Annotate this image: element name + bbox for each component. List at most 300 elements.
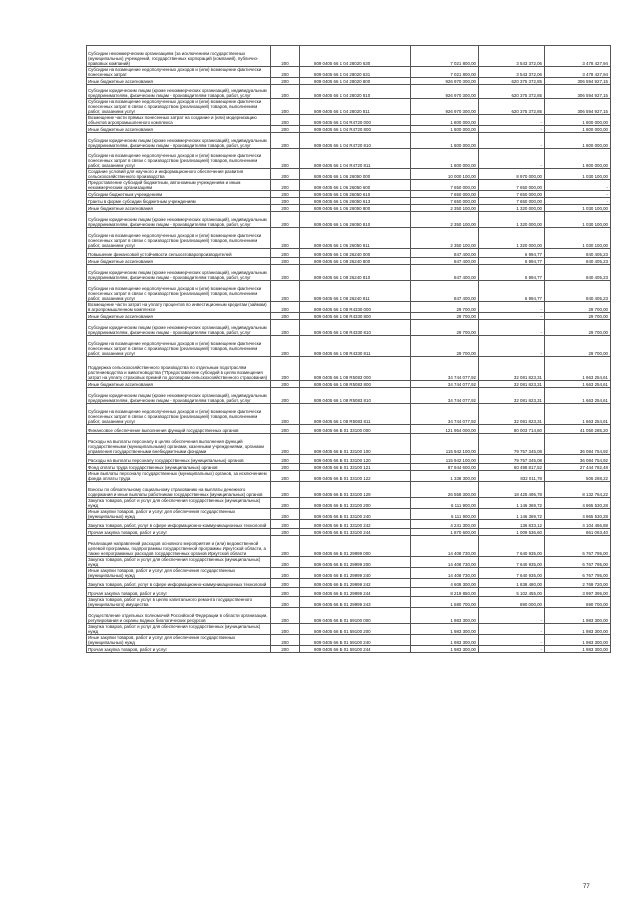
cell-name: Расходы на выплаты персоналу в целях обеспечения выполнения функций государственными (муниципальными) органами, казенными учреждениями, органами управления государственными внебюджетными фондами [87, 434, 271, 455]
cell-code: 200 [271, 198, 300, 205]
cell-kbk: 809 0405 66 Б 01 33100 122 [300, 471, 411, 482]
cell-v2: 6 994,77 [479, 265, 545, 281]
cell-kbk: 809 0405 66 Б 01 29999 243 [300, 597, 411, 608]
cell-v1: 847 400,00 [411, 249, 479, 258]
cell-code: 200 [271, 320, 300, 336]
cell-v1: 926 970 300,00 [411, 85, 479, 99]
cell-v1: 6 111 900,00 [411, 509, 479, 520]
cell-code: 200 [271, 434, 300, 455]
cell-code: 200 [271, 180, 300, 191]
cell-name: Субсидии бюджетным учреждениям [87, 191, 271, 198]
cell-kbk: 809 0405 66 1 04 28020 631 [300, 67, 411, 78]
cell-code: 200 [271, 258, 300, 265]
cell-v1: 1 983 300,00 [411, 624, 479, 635]
cell-name: Субсидии на возмещение недополученных доходов и (или) возмещение фактически понесенных затрат в связи с производством (реализацией) товаров, выполнением работ, оказанием услуг [87, 281, 271, 302]
cell-kbk: 809 0405 66 1 04 28020 800 [300, 78, 411, 85]
cell-code: 200 [271, 265, 300, 281]
table-row [87, 597, 611, 608]
cell-code: 200 [271, 624, 300, 635]
cell-name: Иные бюджетные ассигнования [87, 313, 271, 320]
cell-kbk: 809 0405 66 1 04 R4720 810 [300, 133, 411, 149]
cell-code: 200 [271, 205, 300, 212]
cell-name: Иные бюджетные ассигнования [87, 381, 271, 388]
cell-name: Закупка товаров, работ и услуг для обеспечения государственных (муниципальных) нужд [87, 557, 271, 568]
cell-v2: 6 994,77 [479, 281, 545, 302]
cell-code: 200 [271, 99, 300, 115]
cell-name: Субсидии юридическим лицам (кроме некоммерческих организаций), индивидуальным предпринимателям, физическим лицам - производителям товаров, работ, услуг [87, 85, 271, 99]
cell-name: Повышение финансовой устойчивости сельхозтоваропроизводителей [87, 249, 271, 258]
cell-v3: 29 700,00 [545, 320, 611, 336]
cell-v3: 1 663 254,61 [545, 357, 611, 381]
cell-v1: 2 350 100,00 [411, 212, 479, 228]
cell-v1: 1 983 300,00 [411, 608, 479, 624]
cell-v3: 2 769 720,00 [545, 579, 611, 588]
cell-code: 200 [271, 46, 300, 67]
cell-v3: 3 478 427,94 [545, 67, 611, 78]
cell-v3: 306 594 927,15 [545, 99, 611, 115]
table-row [87, 115, 611, 126]
cell-name: Возмещение части прямых понесенных затрат на создание и (или) модернизацию объектов агропромышленного комплекса [87, 115, 271, 126]
cell-v1: 26 558 300,00 [411, 482, 479, 498]
cell-code: 200 [271, 249, 300, 258]
cell-kbk: 809 0405 66 Б 01 33100 240 [300, 509, 411, 520]
cell-name: Субсидии на возмещение недополученных доходов и (или) возмещение фактически понесенных затрат в связи с производством (реализацией) товаров, выполнением работ, оказанием услуг [87, 228, 271, 249]
cell-name: Создание условий для научного и информационного обеспечения развития сельскохозяйственного производства [87, 169, 271, 180]
cell-name: Субсидии на возмещение недополученных доходов и (или) возмещение фактически понесенных затрат в связи с производством (реализацией) товаров, выполнением работ, оказанием услуг [87, 149, 271, 169]
table-row [87, 357, 611, 381]
cell-code: 200 [271, 608, 300, 624]
table-row [87, 434, 611, 455]
table-row [87, 520, 611, 529]
cell-v2: 7 650 000,00 [479, 191, 545, 198]
cell-v1: 87 944 600,00 [411, 464, 479, 471]
cell-v3: 690 700,00 [545, 597, 611, 608]
cell-kbk: 809 0405 66 1 04 28020 810 [300, 85, 411, 99]
cell-v1: 7 021 800,00 [411, 67, 479, 78]
cell-v1: 1 983 300,00 [411, 646, 479, 653]
cell-code: 200 [271, 635, 300, 646]
cell-v2: 620 375 372,85 [479, 85, 545, 99]
cell-code: 200 [271, 520, 300, 529]
cell-v1: 34 744 077,92 [411, 404, 479, 425]
cell-name: Иные закупки товаров, работ и услуг для обеспечения государственных (муниципальных) нужд [87, 568, 271, 579]
cell-v1: 10 000 100,00 [411, 169, 479, 180]
cell-code: 200 [271, 336, 300, 357]
table-row [87, 336, 611, 357]
cell-kbk: 809 0405 66 Б 01 33100 244 [300, 529, 411, 536]
cell-v3: 1 030 100,00 [545, 228, 611, 249]
cell-kbk: 809 0405 66 1 08 R5083 800 [300, 381, 411, 388]
cell-v2: - [479, 320, 545, 336]
cell-v3: 36 084 754,92 [545, 434, 611, 455]
cell-kbk: 809 0405 66 1 08 R4330 811 [300, 336, 411, 357]
cell-v2: 32 081 823,31 [479, 404, 545, 425]
table-row [87, 464, 611, 471]
cell-v2: 6 994,77 [479, 249, 545, 258]
table-row [87, 471, 611, 482]
cell-v3: 1 800 000,00 [545, 126, 611, 133]
cell-name: Субсидии юридическим лицам (кроме некоммерческих организаций), индивидуальным предпринимателям, физическим лицам - производителям товаров, работ, услуг [87, 320, 271, 336]
cell-v1: 14 408 730,00 [411, 536, 479, 557]
table-row [87, 381, 611, 388]
cell-name: Прочая закупка товаров, работ и услуг [87, 529, 271, 536]
cell-kbk: 809 0405 66 1 04 R4720 000 [300, 115, 411, 126]
cell-v1: 7 650 000,00 [411, 198, 479, 205]
cell-v3: 1 030 100,00 [545, 212, 611, 228]
cell-name: Иные выплаты персоналу государственных (муниципальных) органов, за исключением фонда оплаты труда [87, 471, 271, 482]
cell-kbk: 809 0405 66 Б 01 33100 120 [300, 455, 411, 464]
cell-kbk: 809 0405 66 1 08 26240 811 [300, 281, 411, 302]
cell-v1: 14 408 730,00 [411, 568, 479, 579]
page-number: 77 [583, 884, 590, 890]
cell-name: Фонд оплаты труда государственных (муниципальных) органов [87, 464, 271, 471]
cell-v1: 4 608 300,00 [411, 579, 479, 588]
table-row [87, 249, 611, 258]
cell-v1: 29 700,00 [411, 336, 479, 357]
cell-v1: 7 650 000,00 [411, 191, 479, 198]
cell-v1: 115 942 100,00 [411, 434, 479, 455]
cell-v2: 3 543 372,06 [479, 46, 545, 67]
cell-v2: 1 146 369,72 [479, 509, 545, 520]
cell-v3: 306 594 927,15 [545, 78, 611, 85]
cell-name: Возмещение части затрат на уплату процентов по инвестиционным кредитам (займам) в агропромышленном комплексе [87, 302, 271, 313]
cell-v1: 34 744 077,92 [411, 381, 479, 388]
cell-v1: 847 400,00 [411, 281, 479, 302]
cell-code: 200 [271, 404, 300, 425]
table-row [87, 180, 611, 191]
cell-v1: 29 700,00 [411, 320, 479, 336]
cell-code: 200 [271, 149, 300, 169]
cell-kbk: 809 0405 66 1 08 26240 800 [300, 258, 411, 265]
cell-name: Субсидии на возмещение недополученных доходов и (или) возмещение фактически понесенных затрат в связи с производством (реализацией) товаров, выполнением работ, оказанием услуг [87, 336, 271, 357]
cell-name: Прочая закупка товаров, работ и услуг [87, 646, 271, 653]
cell-v2: - [479, 635, 545, 646]
cell-v3: 1 663 254,61 [545, 388, 611, 404]
table-row [87, 205, 611, 212]
cell-code: 200 [271, 78, 300, 85]
cell-name: Иные закупки товаров, работ и услуг для обеспечения государственных (муниципальных) нужд [87, 509, 271, 520]
cell-v2: 832 011,78 [479, 471, 545, 482]
cell-v3: 306 594 927,15 [545, 85, 611, 99]
cell-code: 200 [271, 588, 300, 597]
cell-v2: 79 757 345,08 [479, 434, 545, 455]
cell-kbk: 809 0405 66 Б 01 29999 000 [300, 536, 411, 557]
cell-v3: 27 444 782,48 [545, 464, 611, 471]
cell-v2: 7 640 935,00 [479, 557, 545, 568]
cell-name: Финансовое обеспечение выполнения функций государственных органов [87, 425, 271, 434]
cell-v3: 4 965 530,28 [545, 498, 611, 509]
table-row [87, 608, 611, 624]
cell-kbk: 809 0405 66 Б 01 33100 100 [300, 434, 411, 455]
cell-code: 200 [271, 579, 300, 588]
cell-kbk: 809 0405 66 1 06 26050 811 [300, 228, 411, 249]
cell-v3: 29 700,00 [545, 313, 611, 320]
cell-name: Иные закупки товаров, работ и услуг для обеспечения государственных (муниципальных) нужд [87, 635, 271, 646]
budget-table [86, 45, 611, 653]
cell-code: 200 [271, 388, 300, 404]
cell-v1: 1 800 000,00 [411, 126, 479, 133]
table-row [87, 579, 611, 588]
table-row [87, 646, 611, 653]
cell-v1: 1 870 600,00 [411, 529, 479, 536]
table-row [87, 169, 611, 180]
cell-code: 200 [271, 228, 300, 249]
cell-code: 200 [271, 509, 300, 520]
cell-v3: - [545, 198, 611, 205]
table-row [87, 133, 611, 149]
table-row [87, 635, 611, 646]
cell-code: 200 [271, 597, 300, 608]
cell-v2: 7 650 000,00 [479, 198, 545, 205]
cell-kbk: 809 0405 66 1 06 26050 810 [300, 212, 411, 228]
cell-v1: 29 700,00 [411, 302, 479, 313]
cell-kbk: 809 0405 66 1 06 26050 610 [300, 191, 411, 198]
cell-kbk: 809 0405 66 Б 01 59100 200 [300, 624, 411, 635]
table-row [87, 568, 611, 579]
cell-v2: - [479, 302, 545, 313]
cell-v1: 926 970 300,00 [411, 99, 479, 115]
cell-v1: 1 800 000,00 [411, 115, 479, 126]
cell-code: 200 [271, 568, 300, 579]
cell-v2: 32 081 823,31 [479, 381, 545, 388]
cell-name: Взносы по обязательному социальному страхованию на выплаты денежного содержания и иные выплаты работникам государственных (муниципальных) органов [87, 482, 271, 498]
cell-v1: 34 744 077,92 [411, 357, 479, 381]
table-row [87, 320, 611, 336]
cell-name: Субсидии некоммерческим организациям (за исключением государственных (муниципальных) учреждений, государственных корпораций (компаний), публично-правовых компаний) [87, 46, 271, 67]
cell-v2: - [479, 149, 545, 169]
cell-v1: 2 350 100,00 [411, 205, 479, 212]
cell-v2: 890 000,00 [479, 597, 545, 608]
cell-kbk: 809 0405 66 Б 01 33100 200 [300, 498, 411, 509]
cell-v1: 14 408 730,00 [411, 557, 479, 568]
cell-kbk: 809 0405 66 Б 01 29999 242 [300, 579, 411, 588]
cell-v2: 620 375 372,85 [479, 99, 545, 115]
cell-v3: 6 767 795,00 [545, 568, 611, 579]
cell-code: 200 [271, 302, 300, 313]
cell-code: 200 [271, 169, 300, 180]
cell-code: 200 [271, 126, 300, 133]
cell-v3: 6 767 795,00 [545, 536, 611, 557]
table-row [87, 624, 611, 635]
cell-code: 200 [271, 529, 300, 536]
cell-v2: - [479, 608, 545, 624]
cell-name: Иные бюджетные ассигнования [87, 126, 271, 133]
cell-kbk: 809 0405 66 1 08 R5083 810 [300, 388, 411, 404]
cell-v2: 18 425 495,78 [479, 482, 545, 498]
cell-v1: 1 338 300,00 [411, 471, 479, 482]
cell-kbk: 809 0405 66 1 08 R5083 000 [300, 357, 411, 381]
cell-v3: 3 478 427,94 [545, 46, 611, 67]
table-row [87, 302, 611, 313]
cell-v2: - [479, 115, 545, 126]
cell-code: 200 [271, 191, 300, 198]
cell-v3: 29 700,00 [545, 336, 611, 357]
table-row [87, 529, 611, 536]
cell-kbk: 809 0405 66 1 06 26050 800 [300, 205, 411, 212]
cell-v1: 6 111 900,00 [411, 498, 479, 509]
table-row [87, 388, 611, 404]
cell-v2: - [479, 646, 545, 653]
cell-v2: 79 757 345,08 [479, 455, 545, 464]
cell-name: Предоставление субсидий бюджетным, автономным учреждениям и иным некоммерческим организациям [87, 180, 271, 191]
cell-code: 200 [271, 425, 300, 434]
table-row [87, 228, 611, 249]
cell-code: 200 [271, 381, 300, 388]
cell-code: 200 [271, 212, 300, 228]
cell-name: Закупка товаров, работ, услуг в сфере информационно-коммуникационных технологий [87, 579, 271, 588]
cell-name: Закупка товаров, работ и услуг для обеспечения государственных (муниципальных) нужд [87, 498, 271, 509]
table-row [87, 313, 611, 320]
cell-kbk: 809 0405 66 Б 01 33100 129 [300, 482, 411, 498]
cell-v1: 847 400,00 [411, 265, 479, 281]
cell-v3: 1 983 300,00 [545, 608, 611, 624]
cell-v3: - [545, 180, 611, 191]
cell-v2: 8 970 000,00 [479, 169, 545, 180]
cell-v2: 620 375 372,85 [479, 78, 545, 85]
table-row [87, 557, 611, 568]
cell-v3: - [545, 191, 611, 198]
cell-v1: 1 800 000,00 [411, 133, 479, 149]
cell-v2: 80 003 714,60 [479, 425, 545, 434]
table-row [87, 149, 611, 169]
cell-v2: - [479, 133, 545, 149]
cell-v3: 840 405,23 [545, 265, 611, 281]
cell-v3: 840 405,23 [545, 281, 611, 302]
cell-code: 200 [271, 133, 300, 149]
cell-v2: - [479, 624, 545, 635]
cell-v3: 4 965 530,28 [545, 509, 611, 520]
cell-name: Закупка товаров, работ и услуг в целях капитального ремонта государственного (муниципального) имущества [87, 597, 271, 608]
cell-v1: 1 800 000,00 [411, 149, 479, 169]
cell-v3: 8 132 764,22 [545, 482, 611, 498]
cell-code: 200 [271, 281, 300, 302]
cell-v3: 1 663 254,61 [545, 381, 611, 388]
cell-name: Иные бюджетные ассигнования [87, 205, 271, 212]
cell-v1: 29 700,00 [411, 313, 479, 320]
cell-v2: 7 640 935,00 [479, 536, 545, 557]
cell-v3: 1 800 000,00 [545, 149, 611, 169]
cell-v1: 7 650 000,00 [411, 180, 479, 191]
table-row [87, 536, 611, 557]
table-row [87, 198, 611, 205]
cell-code: 200 [271, 67, 300, 78]
cell-v3: 506 288,22 [545, 471, 611, 482]
cell-v1: 7 021 800,00 [411, 46, 479, 67]
cell-v2: 1 320 000,00 [479, 212, 545, 228]
cell-code: 200 [271, 646, 300, 653]
cell-v3: 1 030 100,00 [545, 205, 611, 212]
cell-kbk: 809 0405 66 1 04 28020 630 [300, 46, 411, 67]
cell-code: 200 [271, 455, 300, 464]
cell-v2: 1 146 369,72 [479, 498, 545, 509]
cell-v1: 115 942 100,00 [411, 455, 479, 464]
cell-name: Субсидии юридическим лицам (кроме некоммерческих организаций), индивидуальным предпринимателям, физическим лицам - производителям товаров, работ, услуг [87, 212, 271, 228]
cell-v2: 3 543 372,06 [479, 67, 545, 78]
cell-v3: 1 800 000,00 [545, 133, 611, 149]
table-row [87, 258, 611, 265]
table-row [87, 498, 611, 509]
cell-v1: 926 970 300,00 [411, 78, 479, 85]
table-row [87, 265, 611, 281]
cell-v3: 1 983 300,00 [545, 624, 611, 635]
cell-name: Субсидии на возмещение недополученных доходов и (или) возмещение фактически понесенных затрат [87, 67, 271, 78]
cell-name: Поддержка сельскохозяйственного производства по отдельным подотраслям растениеводства и животноводства ("Предоставление субсидий в целях возмещения затрат на уплату страховых премий по договорам сельскохозяйственного страхования) [87, 357, 271, 381]
table-row [87, 404, 611, 425]
cell-v3: 6 767 795,00 [545, 557, 611, 568]
cell-code: 200 [271, 536, 300, 557]
cell-name: Прочая закупка товаров, работ и услуг [87, 588, 271, 597]
cell-v2: 1 320 000,00 [479, 205, 545, 212]
cell-kbk: 809 0405 66 Б 01 29999 240 [300, 568, 411, 579]
cell-name: Закупка товаров, работ, услуг в сфере информационно-коммуникационных технологий [87, 520, 271, 529]
cell-v2: 136 833,12 [479, 520, 545, 529]
cell-v2: 1 009 536,60 [479, 529, 545, 536]
cell-kbk: 809 0405 66 Б 01 59100 000 [300, 608, 411, 624]
cell-code: 200 [271, 357, 300, 381]
cell-v2: - [479, 126, 545, 133]
cell-v3: 840 405,23 [545, 249, 611, 258]
cell-v3: 1 983 300,00 [545, 646, 611, 653]
cell-v1: 34 744 077,92 [411, 388, 479, 404]
table-row [87, 67, 611, 78]
cell-name: Субсидии на возмещение недополученных доходов и (или) возмещение фактически понесенных затрат в связи с производством (реализацией) товаров, выполнением работ, оказанием услуг [87, 404, 271, 425]
table-row [87, 425, 611, 434]
table-row [87, 588, 611, 597]
table-row [87, 455, 611, 464]
cell-name: Расходы на выплаты персоналу государственных (муниципальных) органов [87, 455, 271, 464]
cell-kbk: 809 0405 66 Б 01 33100 242 [300, 520, 411, 529]
cell-v2: 32 081 823,31 [479, 388, 545, 404]
table-row [87, 509, 611, 520]
table-row [87, 212, 611, 228]
cell-v2: 1 838 480,00 [479, 579, 545, 588]
cell-v2: 6 994,77 [479, 258, 545, 265]
cell-code: 200 [271, 464, 300, 471]
cell-kbk: 809 0405 66 Б 01 29999 200 [300, 557, 411, 568]
cell-kbk: 809 0405 66 1 08 R5083 811 [300, 404, 411, 425]
cell-v3: 3 997 395,00 [545, 588, 611, 597]
cell-v3: 4 104 466,88 [545, 520, 611, 529]
table-row [87, 281, 611, 302]
table-body [87, 46, 611, 653]
cell-code: 200 [271, 557, 300, 568]
cell-kbk: 809 0405 66 Б 01 59100 240 [300, 635, 411, 646]
cell-kbk: 809 0405 66 Б 01 59100 244 [300, 646, 411, 653]
cell-v3: 29 700,00 [545, 302, 611, 313]
cell-code: 200 [271, 115, 300, 126]
cell-code: 200 [271, 471, 300, 482]
cell-code: 200 [271, 313, 300, 320]
cell-code: 200 [271, 482, 300, 498]
table-row [87, 482, 611, 498]
cell-name: Иные бюджетные ассигнования [87, 78, 271, 85]
cell-name: Субсидии на возмещение недополученных доходов и (или) возмещение фактически понесенных затрат в связи с производством (реализацией) товаров, выполнением работ, оказанием услуг [87, 99, 271, 115]
cell-v3: 36 084 754,92 [545, 455, 611, 464]
cell-v3: 840 405,23 [545, 258, 611, 265]
cell-v3: 41 050 285,20 [545, 425, 611, 434]
cell-name: Реализация направлений расходов основного мероприятия и (или) ведомственной целевой программы, подпрограммы государственной программы Иркутской области, а также непрограммных расходов государственных органов Иркутской области [87, 536, 271, 557]
cell-v1: 2 350 100,00 [411, 228, 479, 249]
cell-v2: 5 102 455,00 [479, 588, 545, 597]
cell-kbk: 809 0405 66 1 08 26240 000 [300, 249, 411, 258]
cell-v1: 847 400,00 [411, 258, 479, 265]
cell-v2: - [479, 336, 545, 357]
cell-name: Осуществление отдельных полномочий Российской Федерации в области организации, регулирования и охраны водных биологических ресурсов [87, 608, 271, 624]
cell-v2: - [479, 313, 545, 320]
cell-v2: 60 498 817,52 [479, 464, 545, 471]
cell-v3: 1 983 300,00 [545, 635, 611, 646]
cell-name: Субсидии юридическим лицам (кроме некоммерческих организаций), индивидуальным предпринимателям, физическим лицам - производителям товаров, работ, услуг [87, 133, 271, 149]
